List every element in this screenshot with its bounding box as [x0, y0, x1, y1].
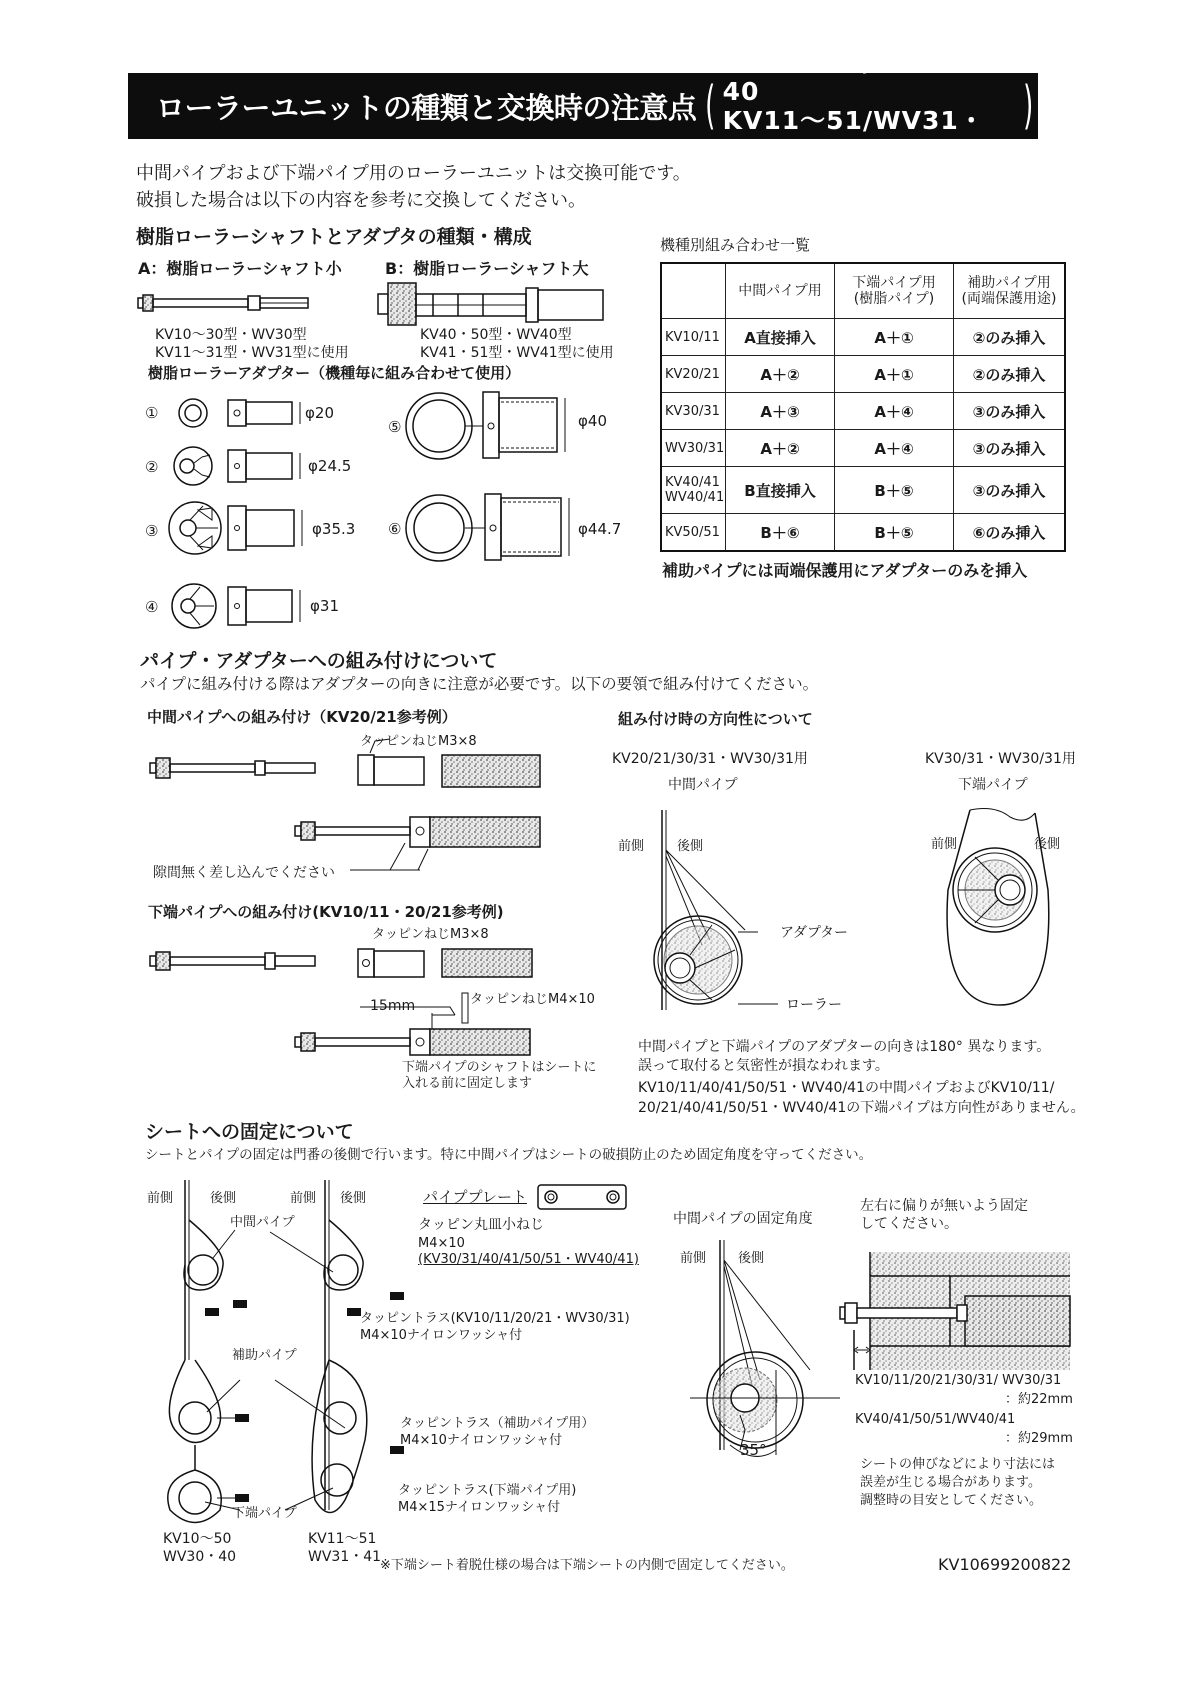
center-note-1: 左右に偏りが無いよう固定 [860, 1198, 1028, 1214]
screw-bottom-2: M4×15ナイロンワッシャ付 [398, 1500, 561, 1515]
row-model-1: KV40/41 [665, 475, 720, 490]
fix-right-back: 後側 [340, 1191, 367, 1206]
row-bottom: A＋④ [835, 393, 954, 430]
direction-note-1: 中間パイプと下端パイプのアダプターの向きは180° 異なります。 [638, 1039, 1051, 1055]
screw-pan-1: タッピン丸皿小ねじ [418, 1217, 544, 1233]
shaft-b-drawing [378, 280, 618, 330]
aux-pipe-label: 補助パイプ [232, 1348, 297, 1363]
row-aux: ②のみ挿入 [954, 319, 1066, 356]
row-middle: A＋② [726, 356, 835, 393]
screw-aux-2: M4×10ナイロンワッシャ付 [400, 1433, 563, 1448]
row-aux: ③のみ挿入 [954, 393, 1066, 430]
table-row [661, 393, 1065, 430]
section-assembly-description: パイプに組み付ける際はアダプターの向きに注意が必要です。以下の要領で組み付けてください。 [140, 675, 819, 693]
middle-assembly-drawing [150, 735, 540, 875]
direction-note-4: 20/21/40/41/50/51・WV40/41の下端パイプは方向性がありません。 [638, 1100, 1085, 1116]
row-middle: B＋⑥ [726, 514, 835, 552]
screw-aux-1: タッピントラス（補助パイプ用） [400, 1416, 595, 1431]
row-model: KV20/21 [661, 356, 726, 393]
model-right-2: WV31・41 [308, 1549, 382, 1565]
row-model: KV50/51 [661, 514, 726, 552]
dim-models-1: KV10/11/20/21/30/31/ WV30/31 [855, 1373, 1062, 1388]
table-row [661, 467, 1065, 514]
angle-back: 後側 [738, 1251, 765, 1266]
title-models-line1: KV10〜50/WV30・40 [722, 48, 985, 106]
header-middle-text: 中間パイプ用 [738, 283, 822, 299]
row-middle: A＋③ [726, 393, 835, 430]
direction-right-front: 前側 [931, 837, 958, 852]
table-header-aux [954, 263, 1066, 319]
direction-right-models: KV30/31・WV30/31用 [925, 751, 1076, 767]
adapter-label: アダプター [780, 925, 849, 941]
pipe-plate-label: パイププレート [423, 1188, 527, 1206]
bottom-screw-label: タッピンねじM3×8 [372, 927, 489, 942]
row-aux: ⑥のみ挿入 [954, 514, 1066, 552]
shaft-a-label: A：樹脂ローラーシャフト小 [138, 259, 342, 278]
row-aux: ③のみ挿入 [954, 467, 1066, 514]
section-assembly-heading: パイプ・アダプターへの組み付けについて [140, 650, 498, 672]
combo-table-caption: 機種別組み合わせ一覧 [660, 236, 811, 254]
paren-close: ) [1022, 76, 1033, 136]
row-bottom: A＋① [835, 319, 954, 356]
angle-front: 前側 [680, 1251, 707, 1266]
screw-pan-3: (KV30/31/40/41/50/51・WV40/41) [418, 1252, 639, 1267]
table-header-bottom [835, 263, 954, 319]
footnote: ※下端シート着脱仕様の場合は下端シートの内側で固定してください。 [380, 1558, 794, 1573]
adapter-6-drawing [405, 492, 585, 564]
adapter-5-drawing [405, 390, 585, 462]
row-middle: A直接挿入 [726, 319, 835, 356]
model-right-1: KV11〜51 [308, 1531, 377, 1547]
bottom-note-2: 入れる前に固定します [402, 1076, 533, 1091]
shaft-a-usage-1: KV10〜30型・WV30型 [155, 327, 307, 343]
section-types-heading: 樹脂ローラーシャフトとアダプタの種類・構成 [136, 226, 532, 248]
document-code: KV10699200822 [938, 1555, 1072, 1574]
header-aux-text-2: (両端保護用途) [961, 291, 1057, 307]
model-left-2: WV30・40 [163, 1549, 237, 1565]
angle-drawing [700, 1240, 850, 1460]
header-bottom-text-2: (樹脂パイプ) [853, 291, 935, 307]
page-title: ローラーユニットの種類と交換時の注意点 [156, 90, 697, 125]
dim-value-2: ：約29mm [1005, 1431, 1073, 1446]
bottom-note-1: 下端パイプのシャフトはシートに [402, 1060, 597, 1075]
dim-value-1: ：約22mm [1005, 1392, 1073, 1407]
adapter-4-drawing [170, 582, 330, 630]
centering-drawing [840, 1250, 1070, 1370]
row-model: WV30/31 [661, 430, 726, 467]
tolerance-3: 調整時の目安としてください。 [860, 1493, 1043, 1508]
shaft-b-usage-1: KV40・50型・WV40型 [420, 327, 572, 343]
row-model: KV10/11 [661, 319, 726, 356]
bottom-screw2-label: タッピンねじM4×10 [470, 992, 595, 1007]
intro-line1: 中間パイプおよび下端パイプ用のローラーユニットは交換可能です。 [136, 163, 691, 184]
angle-heading: 中間パイプの固定角度 [673, 1211, 813, 1227]
row-model [661, 467, 726, 514]
row-bottom: B＋⑤ [835, 514, 954, 552]
bottom-assembly-heading: 下端パイプへの組み付け(KV10/11・20/21参考例) [148, 903, 504, 921]
intro-line2: 破損した場合は以下の内容を参考に交換してください。 [136, 190, 586, 211]
direction-note-2: 誤って取付ると気密性が損なわれます。 [638, 1058, 889, 1074]
combo-table-note: 補助パイプには両端保護用にアダプターのみを挿入 [662, 561, 1028, 580]
middle-assembly-heading: 中間パイプへの組み付け（KV20/21参考例） [147, 708, 457, 726]
dim-models-2: KV40/41/50/51/WV40/41 [855, 1412, 1016, 1427]
roller-label: ローラー [786, 997, 842, 1013]
intro-text [136, 160, 691, 214]
adapter-5-diameter: φ40 [578, 412, 607, 430]
adapter-6-id: ⑥ [388, 520, 402, 538]
shaft-a-usage-2: KV11〜31型・WV31型に使用 [155, 345, 349, 361]
table-header-row [661, 263, 1065, 319]
direction-left-pipe: 中間パイプ [668, 777, 738, 793]
row-bottom: A＋④ [835, 430, 954, 467]
screw-truss-1: タッピントラス(KV10/11/20/21・WV30/31) [360, 1311, 630, 1326]
header-bottom-text-1: 下端パイプ用 [852, 275, 936, 291]
combo-table [660, 262, 1066, 552]
direction-heading: 組み付け時の方向性について [618, 710, 813, 728]
gap-note: 隙間無く差し込んでください [153, 865, 335, 881]
middle-screw-label: タッピンねじM3×8 [360, 734, 477, 749]
adapter-5-id: ⑤ [388, 418, 402, 436]
title-models-line2: KV11〜51/WV31・41 [722, 106, 985, 164]
header-aux-text-1: 補助パイプ用 [967, 275, 1051, 291]
adapter-3-diameter: φ35.3 [312, 520, 356, 538]
title-banner [128, 48, 1038, 164]
screw-pan-2: M4×10 [418, 1236, 465, 1251]
tolerance-2: 誤差が生じる場合があります。 [860, 1475, 1041, 1490]
adapters-heading: 樹脂ローラーアダプター（機種毎に組み合わせて使用） [148, 364, 521, 382]
model-left-1: KV10〜50 [163, 1531, 232, 1547]
center-note-2: してください。 [860, 1216, 958, 1232]
fix-left-back: 後側 [210, 1191, 237, 1206]
adapter-1-diameter: φ20 [305, 404, 334, 422]
fix-left-front: 前側 [147, 1191, 174, 1206]
row-middle: A＋② [726, 430, 835, 467]
shaft-b-usage-2: KV41・51型・WV41型に使用 [420, 345, 614, 361]
table-header-model [661, 263, 726, 319]
row-middle: B直接挿入 [726, 467, 835, 514]
screw-truss-2: M4×10ナイロンワッシャ付 [360, 1328, 523, 1343]
middle-pipe-label: 中間パイプ [230, 1215, 295, 1230]
table-row [661, 514, 1065, 552]
adapter-3-id: ③ [145, 522, 159, 540]
direction-left-back: 後側 [677, 839, 704, 854]
adapter-4-id: ④ [145, 598, 159, 616]
section-fixing-description: シートとパイプの固定は門番の後側で行います。特に中間パイプはシートの破損防止のため固定角度を守ってください。 [145, 1147, 873, 1163]
row-model: KV30/31 [661, 393, 726, 430]
fix-right-front: 前側 [290, 1191, 317, 1206]
table-row [661, 356, 1065, 393]
row-model-2: WV40/41 [665, 490, 725, 505]
direction-right-pipe: 下端パイプ [958, 777, 1028, 793]
direction-left-front: 前側 [618, 839, 645, 854]
tolerance-1: シートの伸びなどにより寸法には [860, 1457, 1056, 1472]
shaft-b-label: B：樹脂ローラーシャフト大 [385, 259, 589, 278]
row-bottom: A＋① [835, 356, 954, 393]
row-aux: ③のみ挿入 [954, 430, 1066, 467]
table-row [661, 319, 1065, 356]
adapter-1-id: ① [145, 404, 159, 422]
shaft-a-drawing [138, 290, 338, 315]
direction-left-models: KV20/21/30/31・WV30/31用 [612, 751, 808, 767]
angle-value: 35° [740, 1441, 767, 1459]
section-fixing-heading: シートへの固定について [145, 1121, 354, 1143]
table-row [661, 430, 1065, 467]
title-models [723, 48, 1014, 164]
paren-open: ( [705, 76, 716, 136]
direction-right-back: 後側 [1034, 837, 1061, 852]
bottom-pipe-direction-drawing [940, 805, 1070, 1010]
row-bottom: B＋⑤ [835, 467, 954, 514]
adapter-6-diameter: φ44.7 [578, 520, 622, 538]
screw-bottom-1: タッピントラス(下端パイプ用) [398, 1483, 577, 1498]
table-header-middle [726, 263, 835, 319]
bottom-pipe-label: 下端パイプ [232, 1506, 297, 1521]
direction-note-3: KV10/11/40/41/50/51・WV40/41の中間パイプおよびKV10/11/ [638, 1080, 1055, 1096]
adapter-2-diameter: φ24.5 [308, 457, 352, 475]
adapter-2-id: ② [145, 458, 159, 476]
dim-15mm: 15mm [370, 998, 416, 1014]
row-aux: ②のみ挿入 [954, 356, 1066, 393]
adapter-4-diameter: φ31 [310, 597, 339, 615]
pipe-plate-drawing [537, 1184, 627, 1210]
